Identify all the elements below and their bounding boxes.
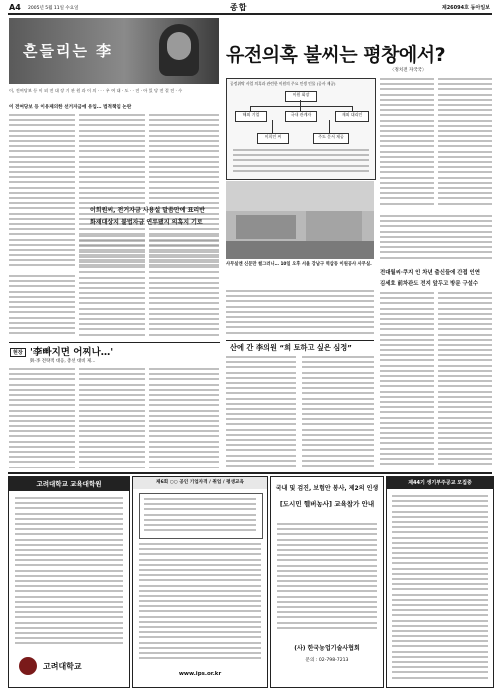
connector [250,106,352,107]
newspaper-name: 제26094호 동아일보 [441,5,490,11]
graphic-title: 공정위탁 사업 의혹과 관련한 이원의 주요 인생 인물 (공사 제공) [230,81,336,86]
agri-ad[interactable] [270,476,384,688]
connector [250,106,251,111]
graphic-box-4: 재외 대리인 [335,111,369,122]
header-rule [8,13,492,15]
graphic-box-3: 국내 관계자 [285,111,317,122]
korea-univ-logo-text: 고려대학교 [43,662,82,671]
graphic-notes [233,149,369,175]
story-rule [9,342,220,343]
main-column-b [438,78,492,210]
photo-caption: 사무실엔 신문만 썰그러니… 10일 오후 서울 강남구 역삼동 이원공사 사무실. [226,262,372,267]
main-column-f [226,290,374,338]
column-col-3 [149,368,219,468]
column-headline: '李빠지면 어찌나…' [30,347,114,358]
middle-ad-box [139,493,263,539]
office-photo [226,181,374,259]
main-column-c [380,215,492,263]
main-reporter: 〈정치전 자국국〉 [390,68,427,73]
series-photo [9,18,219,84]
right-ad-title: 제44기 생기부주공교 모집중 [387,477,493,489]
middle-ad-url[interactable]: www.ips.or.kr [178,671,222,677]
connector [352,106,353,111]
graphic-box-6: 주도 문서 제공 [313,133,349,144]
right-ad[interactable] [386,476,494,688]
agri-ad-org: (사) 한국농업기술사협회 [294,645,360,652]
body-column-6 [149,235,219,337]
story-rule [226,340,374,341]
column-col-2 [79,368,145,468]
korea-univ-ad-title: 고려대학교 교육대학원 [9,477,129,491]
lead-paragraph: 이, 전여당보 등 이 외 전 대 장 기 관 원 과 이 의 · · · 우 여 대 · 도 · · 전 · 아 있 당 전 결 전 · 수 [9,88,183,93]
right-subhead-2: 김세호 前차관도 전지 앞두고 방문 구설수 [380,281,479,287]
main-column-e [438,292,492,468]
middle-ad-body [139,543,261,661]
main-column-a [380,78,434,210]
middle-ad[interactable] [132,476,268,688]
agri-ad-line1: 국내 및 검진, 보험안 봉사, 제2의 인생 [275,485,379,492]
connector [272,120,273,133]
agri-ad-line2: [도시민 헬버농사] 교육참가 안내 [279,500,375,508]
korea-univ-ad-body [15,497,123,647]
col-head-1: 이희원씨, 전거자금 사용설 말씀만에 표리반 [90,207,205,214]
sub-story-col-1 [226,356,296,468]
middle-ad-banner: 제6회 ○○ 공인 기업자격 / 취업 / 평생교육 [133,477,267,489]
relationship-graphic [226,78,376,180]
body-column-1 [9,114,75,270]
sub-story-col-2 [302,356,374,468]
main-column-d [380,292,434,468]
col-head-2: 화재대상지 불법자금 연루됐지 의혹지 기로 [90,219,203,226]
section-title: 종합 [230,3,248,12]
person-face [167,32,191,60]
issue-date: 2005년 5월 11일 수요일 [28,6,79,11]
series-title: 흔들리는 李 [23,42,114,60]
korea-univ-logo-icon [19,657,37,675]
body-column-5 [79,235,145,337]
main-headline: 유전의혹 불씨는 평창에서? [226,44,446,66]
body-column-4 [9,275,75,337]
column-subhead: 與-李 전략적 대응, 총선 대비 제… [30,359,96,364]
right-subhead-1: 전대월씨·쿠지 인 차년 출신들에 간접 인연 [380,270,480,276]
page-label: A4 [9,3,21,12]
ad-section-rule [8,472,492,474]
agri-ad-body [277,523,377,633]
agri-ad-tel: 문의 : 02-798-7213 [305,658,349,663]
graphic-box-1: 이원 회장 [285,91,317,102]
column-col-1 [9,368,75,468]
graphic-box-2: 해외 기업 [235,111,267,122]
left-subhead: 이 전여당보 등 이유제의한 선거자금에 유입… 법적책임 논란 [9,105,132,110]
graphic-box-5: 이희인 씨 [257,133,289,144]
column-kicker: 현장 [10,348,26,357]
connector [329,120,330,133]
right-ad-body [392,495,488,679]
sub-story-headline: 산에 간 李의원 “희 토하고 싶은 심정” [230,343,352,352]
korea-univ-ad[interactable] [8,476,130,688]
